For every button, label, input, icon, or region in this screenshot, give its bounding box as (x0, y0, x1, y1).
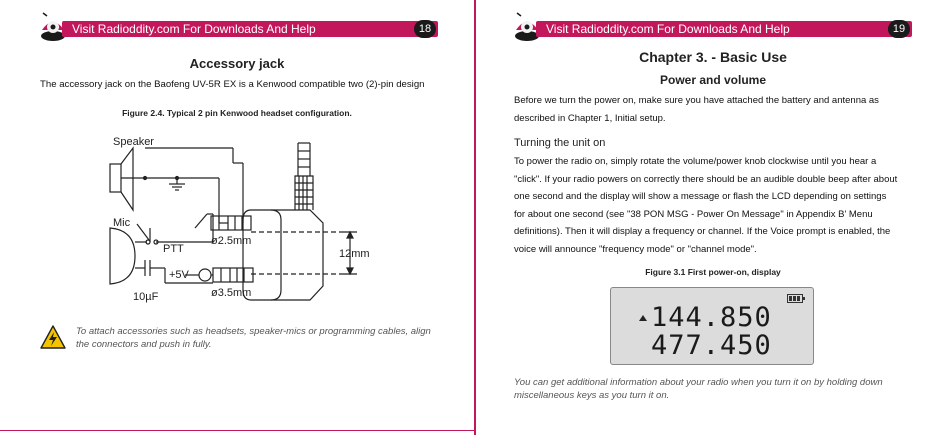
intro-paragraph (514, 92, 879, 127)
lcd-display (610, 287, 814, 365)
headset-wiring-diagram (95, 128, 395, 306)
header-link-text: Visit Radioddity.com For Downloads And Help (72, 22, 316, 36)
body-line: "click". If your radio powers on correctly there should be an audible double beep after about (514, 173, 898, 185)
chapter-title: Chapter 3. - Basic Use (639, 49, 787, 65)
body-line: definitions). Then it will display a frequency or channel. If the Voice prompt is enabled, the (514, 226, 891, 237)
left-page (0, 0, 474, 435)
subheading: Turning the unit on (514, 137, 606, 149)
plus5v-label: +5V (169, 269, 189, 281)
battery-icon (787, 294, 805, 303)
body-line: To power the radio on, simply rotate the volume/power knob clockwise until you hear a (514, 156, 877, 167)
arrow-up-icon (639, 315, 647, 321)
frequency-b: 477.450 (651, 330, 772, 361)
accessory-note: To attach accessories such as headsets, speaker-mics or programming cables, align the connectors and push in fully. (76, 326, 431, 350)
section-title: Accessory jack (189, 56, 285, 71)
spacing-label: 12mm (339, 248, 370, 260)
page-bottom-line (0, 430, 474, 431)
figure-caption: Figure 3.1 First power-on, display (645, 267, 781, 277)
intro-line: described in Chapter 1, Initial setup. (514, 112, 666, 124)
speaker-symbol (110, 164, 121, 192)
body-line: for about one second (see "38 PON MSG - Power On Message" in Appendix B' Menu (514, 208, 873, 220)
note-line: miscellaneous keys as you turn it on. (514, 390, 670, 401)
page-number: 19 (888, 20, 910, 38)
ptt-label: PTT (163, 243, 184, 255)
plug-25-label: ø2.5mm (211, 235, 252, 247)
additional-info-note (514, 376, 934, 402)
right-page (476, 0, 950, 435)
body-paragraph (514, 153, 897, 258)
note-line: You can get additional information about your radio when you turn it on by holding down (514, 377, 883, 388)
intro-line: Before we turn the power on, make sure you have attached the battery and antenna as (514, 95, 879, 106)
section-title: Power and volume (659, 73, 767, 87)
plug-35-label: ø3.5mm (211, 287, 252, 299)
warning-icon (40, 325, 66, 349)
mic-label: Mic (113, 217, 131, 229)
figure-caption: Figure 2.4. Typical 2 pin Kenwood headset configuration. (122, 108, 352, 118)
speaker-label: Speaker (113, 136, 154, 148)
capacitor-label: 10µF (133, 291, 159, 303)
mic-symbol (110, 228, 135, 284)
page-number: 18 (414, 20, 436, 38)
body-line: one second and the display will show a message or flash the LCD depending on settings (514, 191, 887, 202)
intro-text: The accessory jack on the Baofeng UV-5R EX is a Kenwood compatible two (2)-pin design (40, 79, 425, 90)
frequency-a: 144.850 (651, 302, 772, 333)
body-line: voice will announce "frequency mode" or "channel mode". (514, 243, 757, 255)
header-link-text: Visit Radioddity.com For Downloads And Help (546, 22, 790, 36)
